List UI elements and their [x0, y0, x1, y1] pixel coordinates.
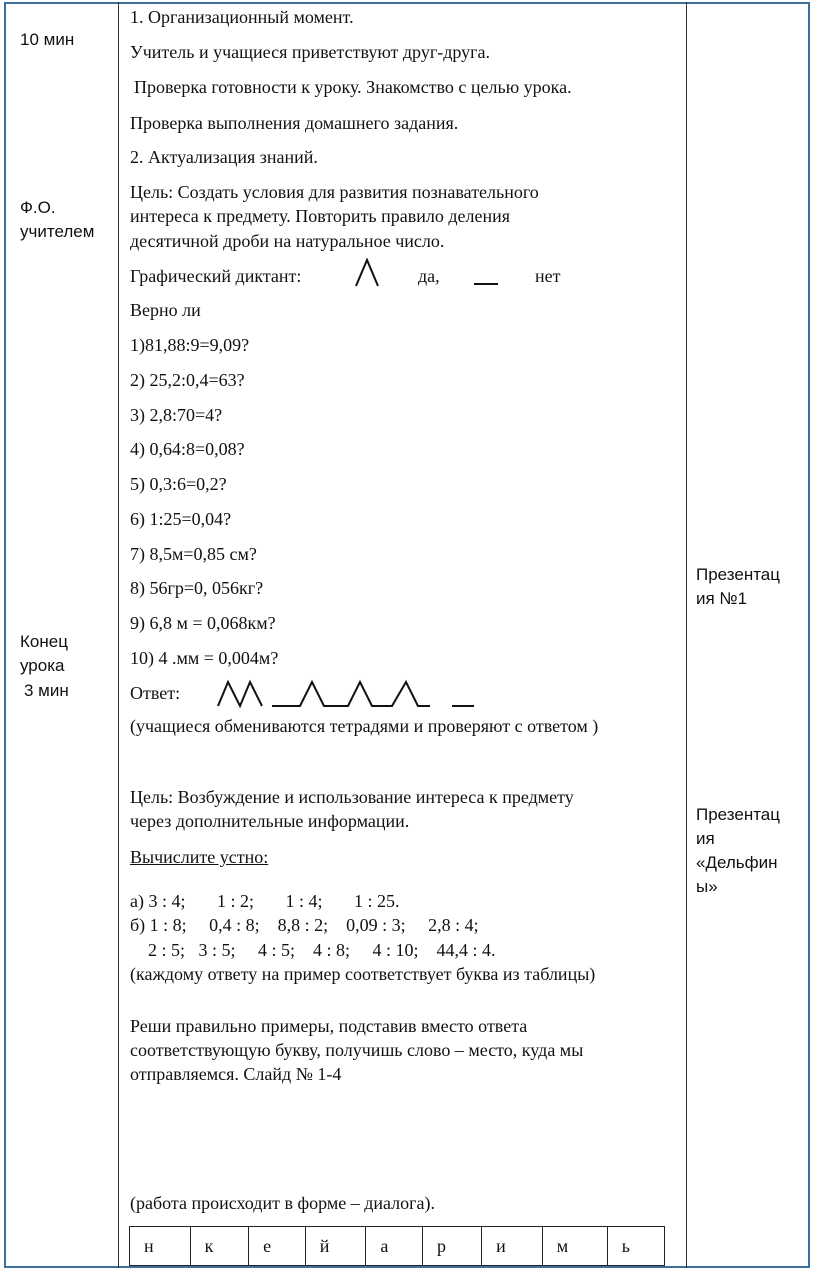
- letter-cell: и: [482, 1227, 543, 1266]
- presentation2-line1: Презентац: [696, 805, 780, 824]
- no-label: нет: [535, 266, 561, 286]
- question-1: 1)81,88:9=9,09?: [130, 335, 250, 355]
- true-question: Верно ли: [130, 300, 201, 320]
- answer-pattern-symbol: [216, 680, 476, 710]
- compute-orally-heading: Вычислите устно:: [130, 847, 269, 867]
- question-4: 4) 0,64:8=0,08?: [130, 439, 245, 459]
- letter-cell: е: [249, 1227, 306, 1266]
- lesson-label: урока: [20, 656, 65, 675]
- greeting-line: Учитель и учащиеся приветствуют друг-друга.: [130, 42, 490, 62]
- time-10-min: 10 мин: [20, 30, 75, 49]
- letter-cell: а: [366, 1227, 423, 1266]
- letter-cell: ь: [607, 1227, 664, 1266]
- solve-line2: соответствующую букву, получишь слово – место, куда мы: [130, 1040, 584, 1060]
- question-3: 3) 2,8:70=4?: [130, 405, 223, 425]
- presentation1-line1: Презентац: [696, 565, 780, 584]
- org-moment: 1. Организационный момент.: [130, 7, 354, 27]
- no-dash-symbol: [474, 280, 500, 286]
- exercise-row-a: а) 3 : 4; 1 : 2; 1 : 4; 1 : 25.: [130, 891, 400, 911]
- exercise-row-c: 2 : 5; 3 : 5; 4 : 5; 4 : 8; 4 : 10; 44,4 : 4.: [130, 940, 496, 960]
- letter-cell: м: [542, 1227, 607, 1266]
- answer-note: (учащиеся обмениваются тетрадями и проверяют с ответом ): [130, 716, 599, 736]
- letter-cell: к: [190, 1227, 248, 1266]
- solve-line3: отправляемся. Слайд № 1-4: [130, 1064, 342, 1084]
- question-9: 9) 6,8 м = 0,068км?: [130, 613, 276, 633]
- dictation-label: Графический диктант:: [130, 266, 302, 286]
- fo-label: Ф.О.: [20, 198, 56, 217]
- goal1-line2: интереса к предмету. Повторить правило деления: [130, 206, 511, 226]
- question-2: 2) 25,2:0,4=63?: [130, 370, 245, 390]
- column-divider-right: [686, 2, 687, 1268]
- exercise-note: (каждому ответу на пример соответствует буква из таблицы): [130, 964, 596, 984]
- letter-cell: й: [305, 1227, 366, 1266]
- yes-caret-symbol: [355, 258, 379, 288]
- letters-table: [129, 1226, 665, 1266]
- yes-label: да,: [418, 266, 440, 286]
- presentation2-line3: «Дельфин: [696, 853, 778, 872]
- letter-cell: р: [423, 1227, 482, 1266]
- letter-cell: н: [130, 1227, 191, 1266]
- goal2-line2: через дополнительные информации.: [130, 811, 410, 831]
- presentation2-line4: ы»: [696, 877, 718, 896]
- question-10: 10) 4 .мм = 0,004м?: [130, 648, 279, 668]
- answer-label: Ответ:: [130, 683, 181, 703]
- time-3-min: 3 мин: [24, 681, 69, 700]
- question-6: 6) 1:25=0,04?: [130, 509, 232, 529]
- fo-teacher: учителем: [20, 222, 95, 241]
- goal2-line1: Цель: Возбуждение и использование интереса к предмету: [130, 787, 574, 807]
- question-5: 5) 0,3:6=0,2?: [130, 474, 227, 494]
- column-divider-left: [118, 2, 119, 1268]
- exercise-row-b: б) 1 : 8; 0,4 : 8; 8,8 : 2; 0,09 : 3; 2,8 : 4;: [130, 915, 479, 935]
- question-7: 7) 8,5м=0,85 см?: [130, 544, 257, 564]
- end-label: Конец: [20, 632, 68, 651]
- letters-row: [130, 1227, 665, 1266]
- actualization-heading: 2. Актуализация знаний.: [130, 147, 318, 167]
- presentation2-line2: ия: [696, 829, 715, 848]
- readiness-line: Проверка готовности к уроку. Знакомство с целью урока.: [134, 77, 572, 97]
- question-8: 8) 56гр=0, 056кг?: [130, 578, 264, 598]
- goal1-line3: десятичной дроби на натуральное число.: [130, 231, 445, 251]
- presentation1-line2: ия №1: [696, 589, 748, 608]
- homework-line: Проверка выполнения домашнего задания.: [130, 113, 459, 133]
- goal1-line1: Цель: Создать условия для развития познавательного: [130, 182, 539, 202]
- solve-line1: Реши правильно примеры, подставив вместо ответа: [130, 1016, 528, 1036]
- dialog-note: (работа происходит в форме – диалога).: [130, 1193, 436, 1213]
